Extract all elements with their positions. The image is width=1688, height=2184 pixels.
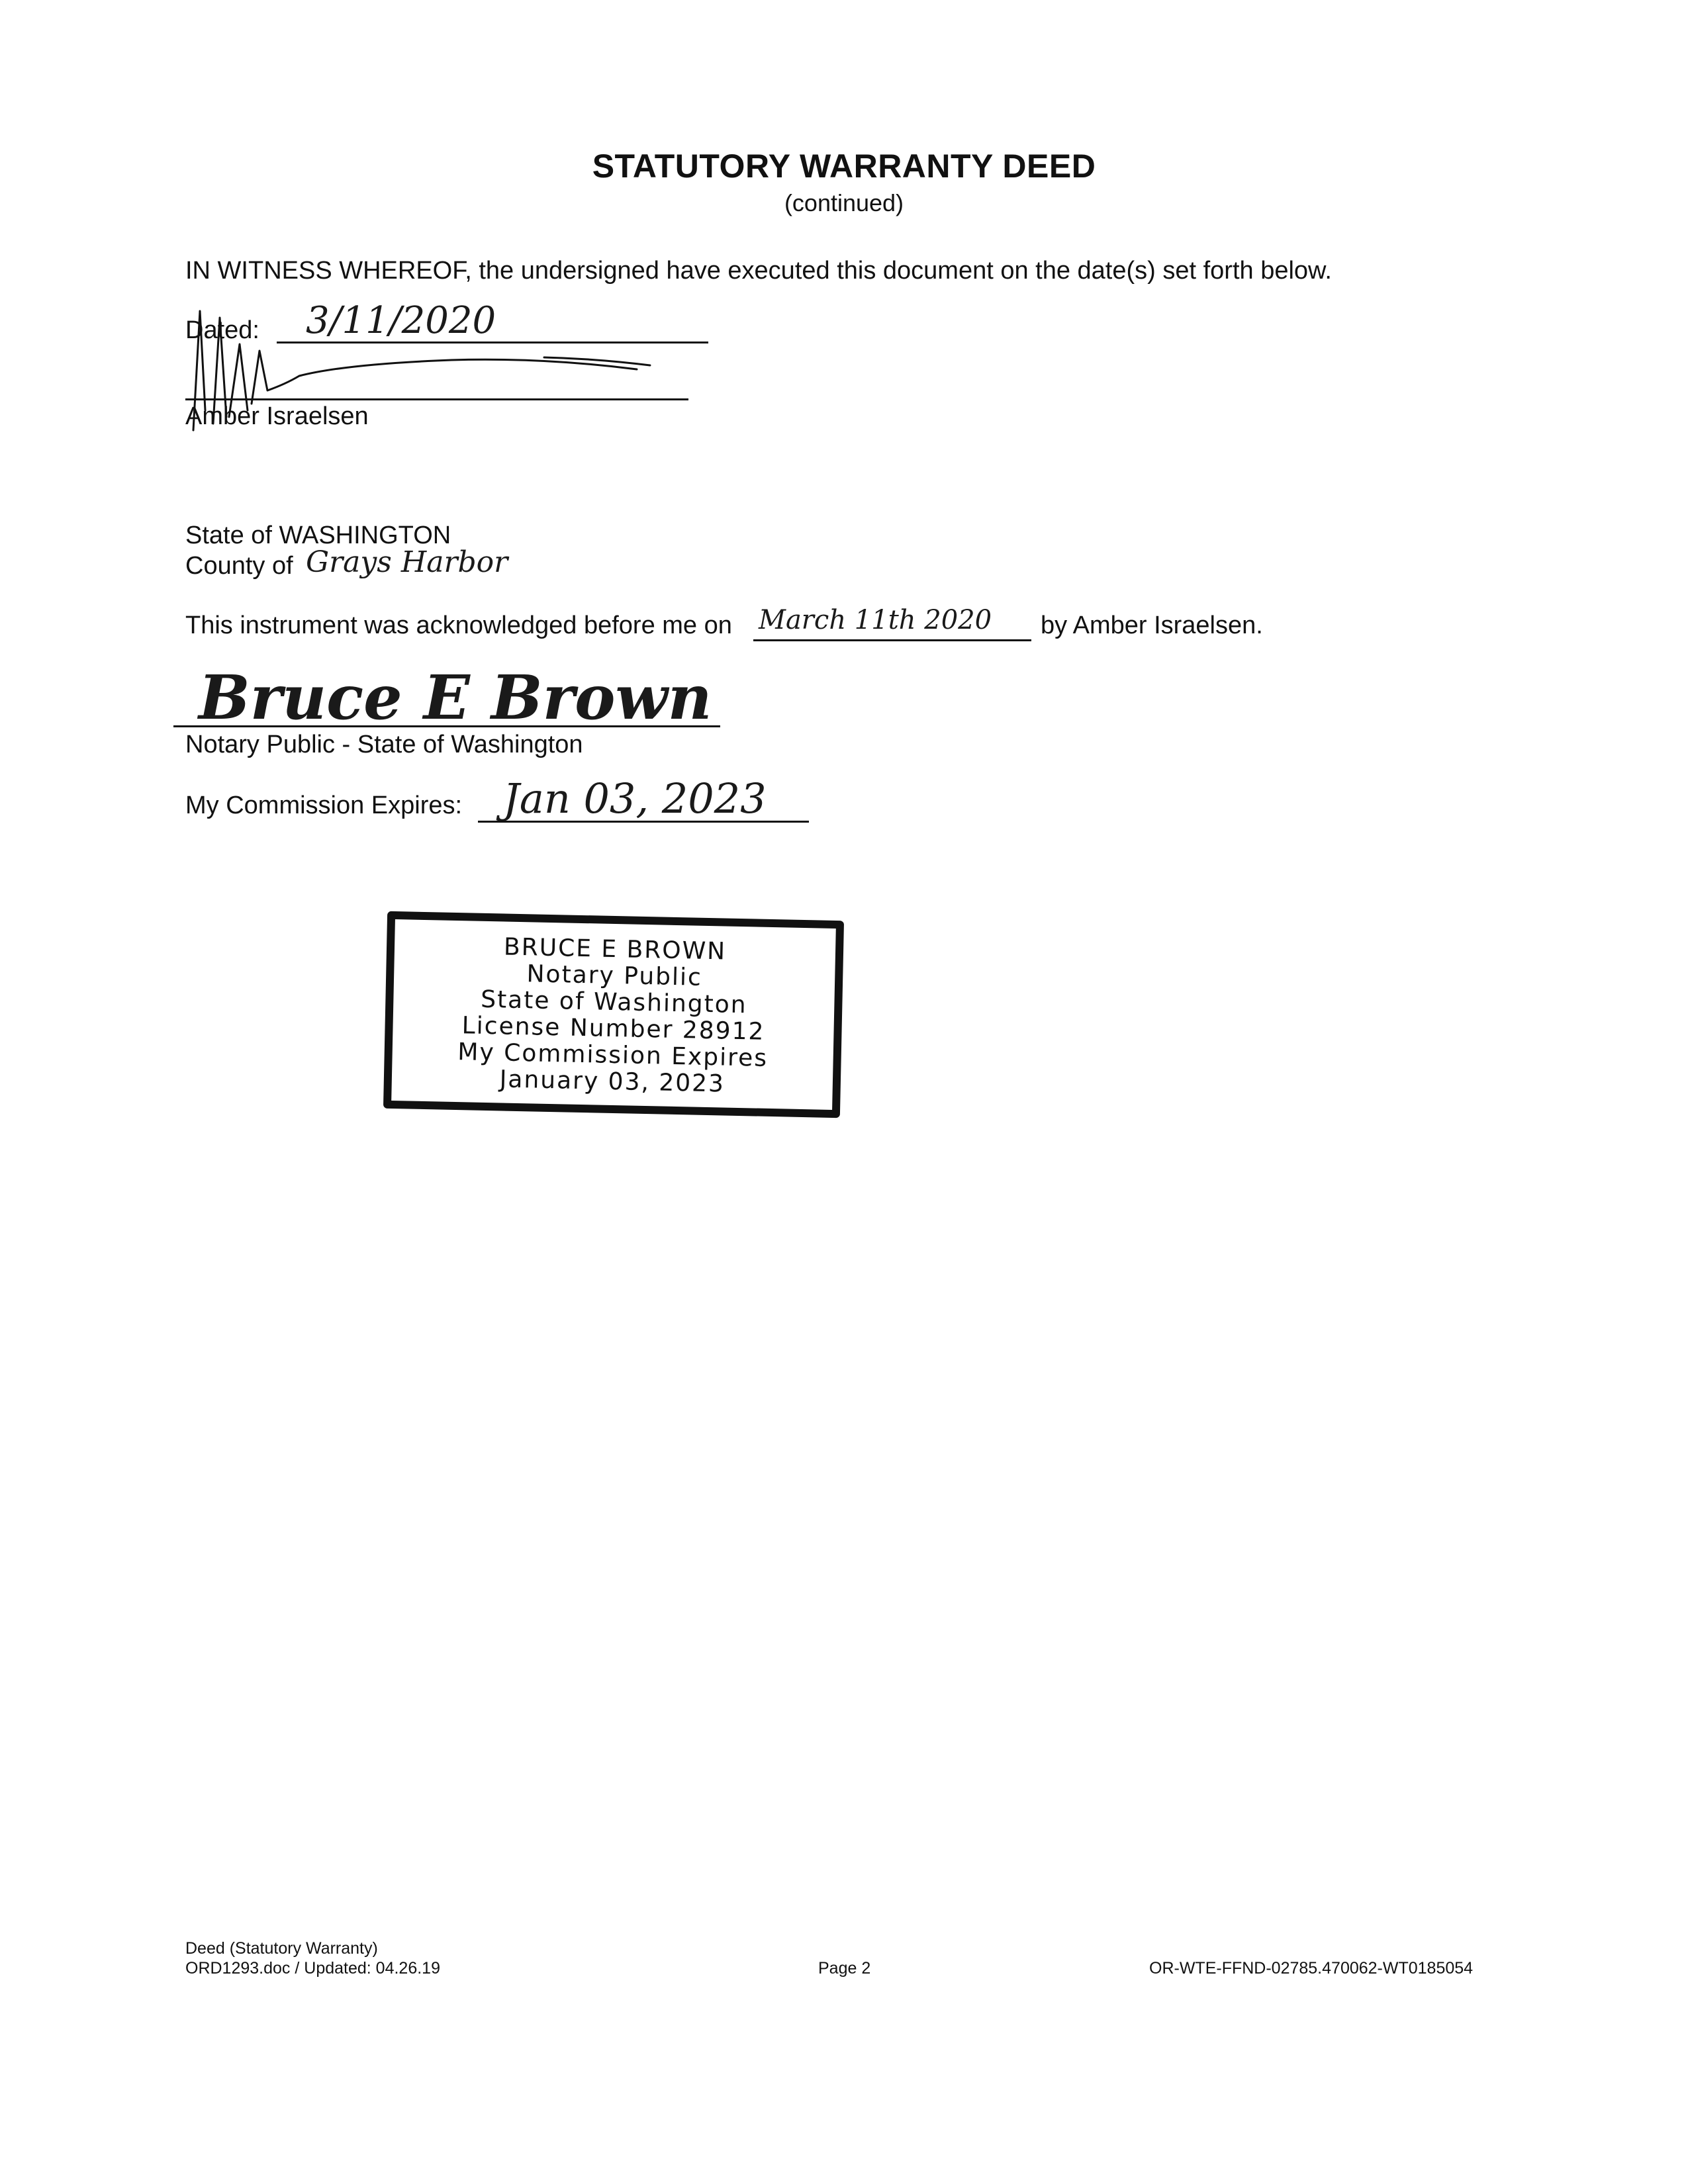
footer-page-number: Page 2 <box>818 1959 871 1978</box>
stamp-line: January 03, 2023 <box>499 1066 726 1098</box>
county-label: County of <box>185 552 293 580</box>
stamp-line: License Number 28912 <box>461 1012 765 1046</box>
document-subtitle: (continued) <box>784 189 904 216</box>
witness-clause: IN WITNESS WHEREOF, the undersigned have executed this document on the date(s) set forth below. <box>185 257 1332 285</box>
footer-doc-type: Deed (Statutory Warranty) <box>185 1939 378 1958</box>
ack-date-underline <box>753 639 1031 641</box>
notary-signature-line <box>173 725 720 727</box>
stamp-line: BRUCE E BROWN <box>503 933 727 966</box>
ack-date: March 11th 2020 <box>759 605 992 635</box>
commission-underline <box>478 821 809 823</box>
stamp-line: Notary Public <box>526 960 703 991</box>
notary-signature: Bruce E Brown <box>199 662 712 733</box>
dated-label: Dated: <box>185 316 259 344</box>
dated-value: 3/11/2020 <box>306 299 496 342</box>
document-title: STATUTORY WARRANTY DEED <box>592 148 1096 185</box>
ack-suffix: by Amber Israelsen. <box>1041 612 1263 639</box>
commission-label: My Commission Expires: <box>185 792 463 819</box>
county-value: Grays Harbor <box>306 545 508 579</box>
footer-file-number: OR-WTE-FFND-02785.470062-WT0185054 <box>1149 1959 1474 1978</box>
stamp-line: My Commission Expires <box>457 1038 769 1072</box>
grantor-signature-line <box>185 398 688 400</box>
stamp-line: State of Washington <box>480 985 747 1019</box>
grantor-name: Amber Israelsen <box>185 402 369 430</box>
notary-caption: Notary Public - State of Washington <box>185 731 583 758</box>
footer-doc-ref: ORD1293.doc / Updated: 04.26.19 <box>185 1959 440 1978</box>
commission-value: Jan 03, 2023 <box>503 774 767 823</box>
notary-stamp <box>383 911 844 1118</box>
ack-prefix: This instrument was acknowledged before me on <box>185 612 732 639</box>
state-line: State of WASHINGTON <box>185 522 451 549</box>
